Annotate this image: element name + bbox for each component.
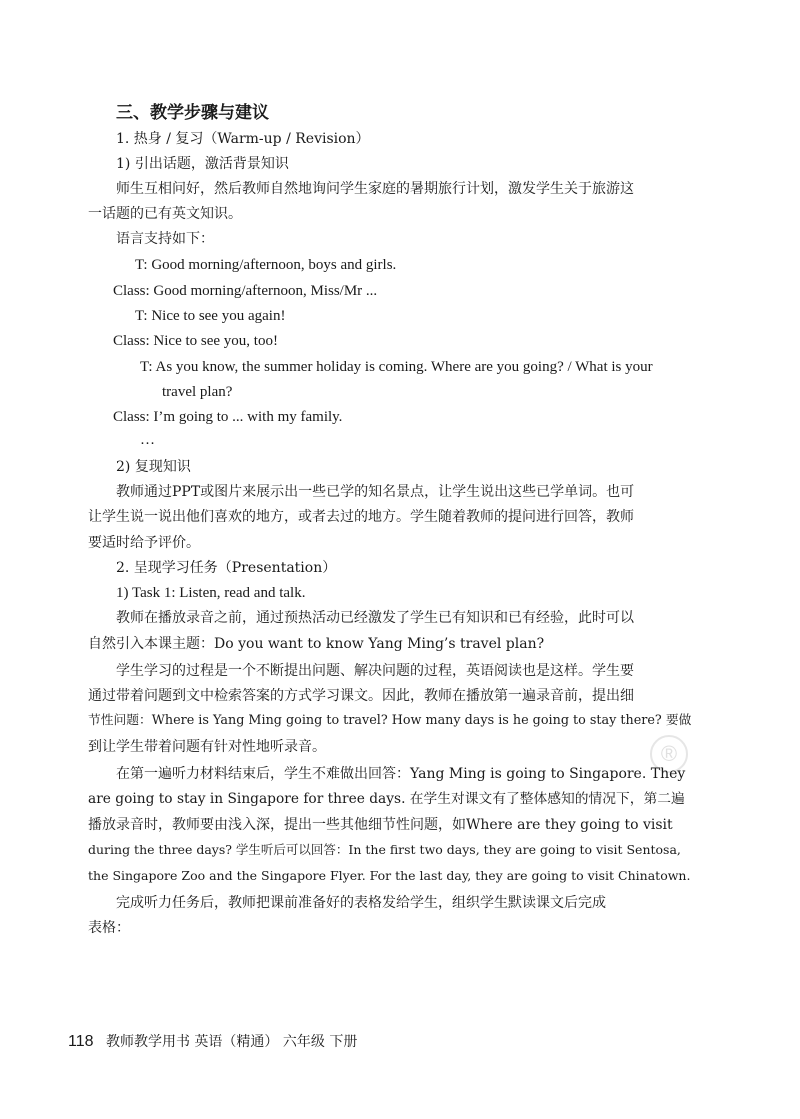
- step1-sub1: 1) 引出话题，激活背景知识: [116, 156, 289, 172]
- paragraph-line: 自然引入本课主题：Do you want to know Yang Ming’s travel plan?: [88, 636, 545, 652]
- dialogue-line: Class: Nice to see you, too!: [113, 333, 278, 349]
- dialogue-line: Class: Good morning/afternoon, Miss/Mr ...: [113, 283, 378, 299]
- paragraph-line: are going to stay in Singapore for three days. 在学生对课文有了整体感知的情况下，第二遍: [88, 791, 685, 807]
- paragraph-line: 完成听力任务后，教师把课前准备好的表格发给学生，组织学生默读课文后完成: [116, 895, 606, 911]
- step1-heading: 1. 热身 / 复习（Warm-up / Revision）: [116, 131, 370, 147]
- step1-sub2: 2) 复现知识: [116, 459, 191, 475]
- support-label: 语言支持如下：: [116, 231, 214, 247]
- paragraph-line: 教师在播放录音之前，通过预热活动已经激发了学生已有知识和已有经验，此时可以: [116, 610, 634, 626]
- paragraph-line: 在第一遍听力材料结束后，学生不难做出回答：Yang Ming is going to Singapore. They: [116, 766, 686, 782]
- paragraph-line: the Singapore Zoo and the Singapore Flyer. For the last day, they are going to visit Chinatown.: [88, 868, 691, 883]
- task1-heading: 1) Task 1: Listen, read and talk.: [116, 585, 306, 601]
- paragraph-line: 到让学生带着问题有针对性地听录音。: [88, 739, 326, 755]
- paragraph-line: 要适时给予评价。: [88, 535, 200, 551]
- dialogue-line: Class: I’m going to ... with my family.: [113, 409, 343, 425]
- page-number: 118: [68, 1033, 94, 1050]
- dialogue-line: T: As you know, the summer holiday is coming. Where are you going? / What is your: [140, 359, 653, 375]
- paragraph-line: 播放录音时，教师要由浅入深，提出一些其他细节性问题，如Where are they going to visit: [88, 817, 673, 833]
- paragraph-line: during the three days? 学生听后可以回答：In the first two days, they are going to visit Sentosa,: [88, 842, 681, 857]
- dialogue-line: travel plan?: [162, 384, 233, 400]
- dialogue-line: T: Nice to see you again!: [135, 308, 286, 324]
- paragraph-line: 节性问题：Where is Yang Ming going to travel? How many days is he going to stay there? 要做: [88, 713, 692, 728]
- section-title: 三、教学步骤与建议: [116, 103, 269, 123]
- registered-watermark-icon: ®: [650, 735, 688, 773]
- dialogue-ellipsis: …: [140, 432, 155, 448]
- paragraph-line: 师生互相问好，然后教师自然地询问学生家庭的暑期旅行计划，激发学生关于旅游这: [116, 181, 634, 197]
- paragraph-line: 表格：: [88, 920, 130, 936]
- paragraph-line: 通过带着问题到文中检索答案的方式学习课文。因此，教师在播放第一遍录音前，提出细: [88, 688, 634, 704]
- paragraph-line: 一话题的已有英文知识。: [88, 206, 242, 222]
- book-title: 教师教学用书 英语（精通） 六年级 下册: [105, 1034, 358, 1050]
- paragraph-line: 学生学习的过程是一个不断提出问题、解决问题的过程，英语阅读也是这样。学生要: [116, 663, 634, 679]
- paragraph-line: 让学生说一说出他们喜欢的地方，或者去过的地方。学生随着教师的提问进行回答，教师: [88, 509, 634, 525]
- dialogue-line: T: Good morning/afternoon, boys and girls.: [135, 257, 397, 273]
- page-footer: [68, 1032, 357, 1052]
- paragraph-line: 教师通过PPT或图片来展示出一些已学的知名景点，让学生说出这些已学单词。也可: [116, 484, 635, 500]
- step2-heading: 2. 呈现学习任务（Presentation）: [116, 560, 337, 576]
